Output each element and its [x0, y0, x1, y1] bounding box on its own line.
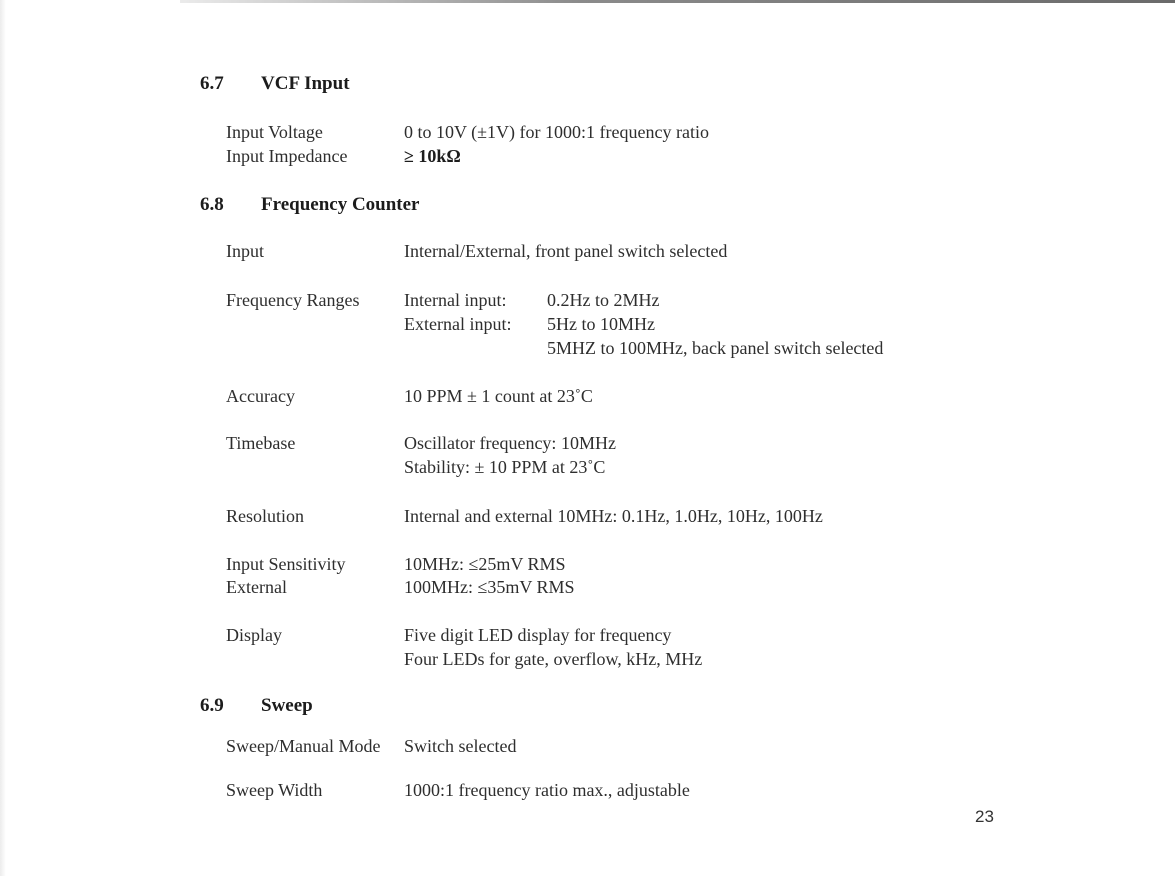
spec-value: 0.2Hz to 2MHz	[547, 290, 660, 310]
section-title: VCF Input	[261, 73, 350, 94]
spec-value: Five digit LED display for frequency	[404, 625, 672, 645]
spec-label: Timebase	[226, 433, 296, 453]
spec-value: 100MHz: ≤35mV RMS	[404, 577, 575, 597]
page-edge-shadow	[0, 0, 6, 876]
section-number: 6.8	[200, 194, 224, 215]
spec-value: Four LEDs for gate, overflow, kHz, MHz	[404, 649, 703, 669]
top-edge-line	[180, 0, 1175, 3]
spec-label: Resolution	[226, 506, 305, 526]
spec-value: Internal and external 10MHz: 0.1Hz, 1.0Hz, 10Hz, 100Hz	[404, 506, 823, 526]
spec-value: 0 to 10V (±1V) for 1000:1 frequency ratio	[404, 122, 709, 142]
spec-value: 5Hz to 10MHz	[547, 314, 655, 334]
spec-value: Stability: ± 10 PPM at 23˚C	[404, 457, 606, 477]
spec-value: 5MHZ to 100MHz, back panel switch selected	[547, 338, 884, 358]
spec-label: External	[226, 577, 287, 597]
spec-sublabel: External input:	[404, 314, 512, 334]
spec-value: 10 PPM ± 1 count at 23˚C	[404, 386, 593, 406]
spec-value: 1000:1 frequency ratio max., adjustable	[404, 780, 690, 800]
spec-sublabel: Internal input:	[404, 290, 507, 310]
spec-label: Input Sensitivity	[226, 554, 346, 574]
spec-value: ≥ 10kΩ	[404, 146, 461, 166]
section-number: 6.7	[200, 73, 224, 94]
section-number: 6.9	[200, 695, 224, 716]
section-title: Sweep	[261, 695, 313, 716]
page-number: 23	[975, 807, 994, 826]
spec-value: 10MHz: ≤25mV RMS	[404, 554, 566, 574]
spec-label: Input Impedance	[226, 146, 348, 166]
spec-value: Internal/External, front panel switch selected	[404, 241, 728, 261]
spec-label: Input Voltage	[226, 122, 323, 142]
spec-label: Frequency Ranges	[226, 290, 360, 310]
spec-label: Accuracy	[226, 386, 295, 406]
spec-value: Oscillator frequency: 10MHz	[404, 433, 616, 453]
spec-label: Display	[226, 625, 282, 645]
spec-label: Sweep/Manual Mode	[226, 736, 381, 756]
spec-label: Sweep Width	[226, 780, 323, 800]
spec-value: Switch selected	[404, 736, 517, 756]
spec-label: Input	[226, 241, 264, 261]
section-title: Frequency Counter	[261, 194, 420, 215]
